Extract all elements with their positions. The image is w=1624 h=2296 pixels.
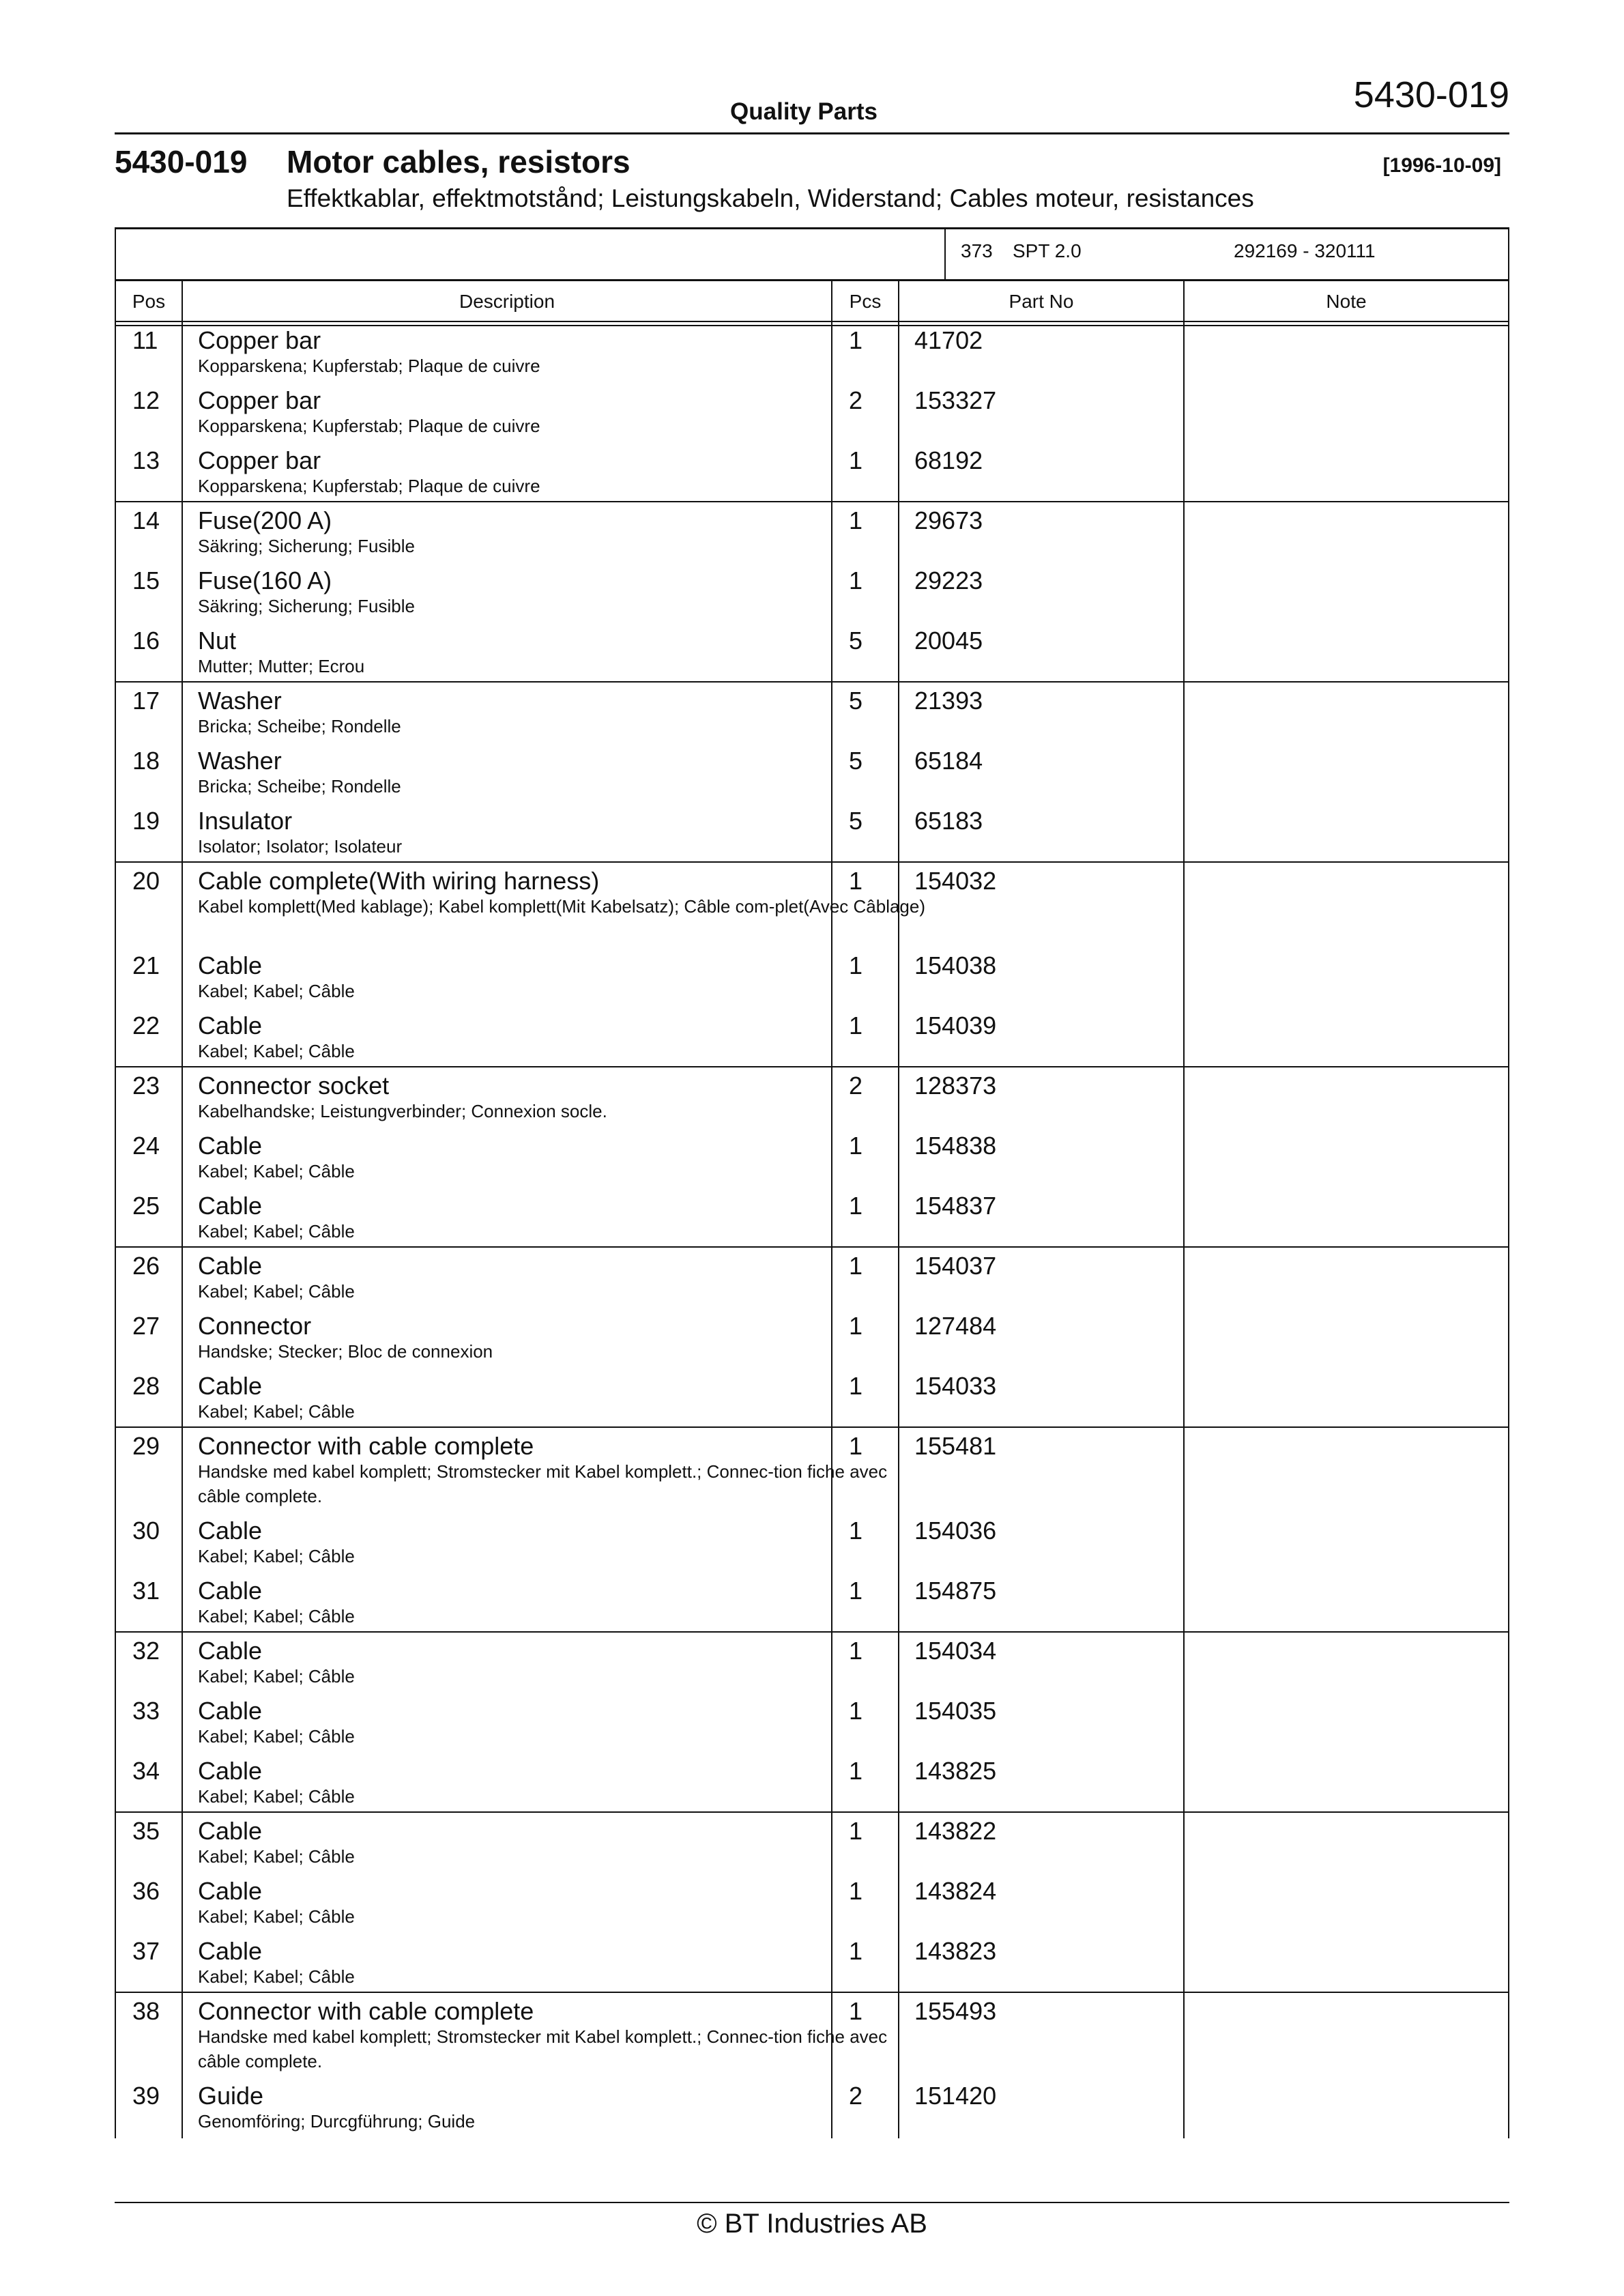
row-description: Copper bar [198, 326, 321, 354]
row-description: Cable [198, 1132, 263, 1160]
header-rule [115, 132, 1509, 134]
row-part-no: 65184 [914, 747, 983, 775]
row-pos: 17 [132, 687, 160, 715]
row-part-no: 154837 [914, 1192, 997, 1220]
column-header-part-no: Part No [1009, 291, 1074, 312]
row-translation: Kabel; Kabel; Câble [198, 1786, 355, 1807]
group-separator [115, 1631, 1509, 1633]
table-rule [944, 227, 946, 281]
row-part-no: 154037 [914, 1252, 997, 1280]
row-part-no: 154034 [914, 1637, 997, 1665]
row-description: Connector socket [198, 1072, 390, 1100]
row-description: Copper bar [198, 386, 321, 414]
row-pcs: 1 [849, 1372, 863, 1400]
row-translation: Kabel; Kabel; Câble [198, 1966, 355, 1987]
row-description: Connector with cable complete [198, 1432, 534, 1460]
row-translation: Bricka; Scheibe; Rondelle [198, 716, 401, 736]
row-translation: Handske med kabel komplett; Stromstecker mit Kabel komplett.; Connec-tion fiche avec câble complete. [198, 1461, 888, 1506]
row-pcs: 2 [849, 1072, 863, 1100]
row-pcs: 1 [849, 1132, 863, 1160]
row-part-no: 154838 [914, 1132, 997, 1160]
column-header-pcs: Pcs [849, 291, 882, 312]
group-separator [115, 1246, 1509, 1248]
info-spt: SPT 2.0 [1013, 240, 1082, 261]
row-pcs: 1 [849, 1192, 863, 1220]
info-model: 373 [961, 240, 993, 261]
group-separator [115, 861, 1509, 863]
row-part-no: 155493 [914, 1997, 997, 2025]
row-part-no: 143825 [914, 1757, 997, 1785]
group-separator [115, 501, 1509, 502]
row-description: Cable [198, 1372, 263, 1400]
row-description: Cable [198, 1937, 263, 1965]
row-description: Fuse(200 A) [198, 506, 332, 534]
row-translation: Mutter; Mutter; Ecrou [198, 656, 365, 676]
section-title: Motor cables, resistors [287, 144, 630, 180]
row-translation: Kabel; Kabel; Câble [198, 1726, 355, 1747]
row-pcs: 1 [849, 326, 863, 354]
group-separator [115, 1426, 1509, 1428]
row-pos: 39 [132, 2082, 160, 2110]
page-header-center: Quality Parts [730, 98, 878, 125]
row-pos: 25 [132, 1192, 160, 1220]
row-translation: Kabel; Kabel; Câble [198, 1281, 355, 1302]
row-part-no: 155481 [914, 1432, 997, 1460]
row-pos: 11 [132, 326, 158, 354]
section-subtitle: Effektkablar, effektmotstånd; Leistungskabeln, Widerstand; Cables moteur, resistances [287, 184, 1254, 212]
row-pos: 31 [132, 1577, 160, 1605]
row-pos: 20 [132, 867, 160, 895]
row-pos: 28 [132, 1372, 160, 1400]
row-pcs: 5 [849, 687, 863, 715]
row-translation: Isolator; Isolator; Isolateur [198, 836, 403, 857]
row-translation: Bricka; Scheibe; Rondelle [198, 776, 401, 797]
row-translation: Handske; Stecker; Bloc de connexion [198, 1341, 493, 1362]
row-pos: 26 [132, 1252, 160, 1280]
row-pos: 13 [132, 446, 160, 474]
row-translation: Kabel komplett(Med kablage); Kabel komplett(Mit Kabelsatz); Câble com-plet(Avec Câblage) [198, 896, 926, 917]
row-description: Washer [198, 687, 282, 715]
group-separator [115, 1811, 1509, 1813]
row-pcs: 1 [849, 1577, 863, 1605]
row-description: Cable [198, 1637, 263, 1665]
row-translation: Genomföring; Durcgführung; Guide [198, 2111, 476, 2132]
row-description: Cable [198, 1697, 263, 1725]
row-description: Washer [198, 747, 282, 775]
row-translation: Kabel; Kabel; Câble [198, 1606, 355, 1626]
row-translation: Kopparskena; Kupferstab; Plaque de cuivre [198, 356, 540, 376]
row-pcs: 1 [849, 1252, 863, 1280]
footer-copyright: © BT Industries AB [697, 2209, 927, 2239]
row-description: Cable [198, 951, 263, 979]
row-pos: 30 [132, 1517, 160, 1545]
section-code: 5430-019 [115, 144, 248, 180]
row-part-no: 29223 [914, 566, 983, 594]
row-pcs: 1 [849, 1817, 863, 1845]
row-pcs: 2 [849, 2082, 863, 2110]
row-pos: 35 [132, 1817, 160, 1845]
row-pcs: 1 [849, 1877, 863, 1905]
row-part-no: 154038 [914, 951, 997, 979]
row-pcs: 1 [849, 506, 863, 534]
row-part-no: 128373 [914, 1072, 997, 1100]
row-description: Connector with cable complete [198, 1997, 534, 2025]
row-part-no: 21393 [914, 687, 983, 715]
row-translation: Handske med kabel komplett; Stromstecker mit Kabel komplett.; Connec-tion fiche avec câble complete. [198, 2026, 888, 2071]
row-translation: Kabel; Kabel; Câble [198, 1161, 355, 1181]
footer-rule [115, 2202, 1509, 2203]
row-description: Insulator [198, 807, 293, 835]
row-pcs: 1 [849, 1757, 863, 1785]
row-translation: Kabel; Kabel; Câble [198, 981, 355, 1001]
row-pos: 14 [132, 506, 160, 534]
table-rule [115, 321, 1509, 322]
row-pos: 18 [132, 747, 160, 775]
table-rule [182, 279, 183, 2138]
row-part-no: 143824 [914, 1877, 997, 1905]
row-translation: Kabel; Kabel; Câble [198, 1221, 355, 1242]
table-rule [115, 227, 1509, 229]
row-pos: 15 [132, 566, 160, 594]
row-pcs: 1 [849, 1432, 863, 1460]
column-header-description: Description [459, 291, 555, 312]
row-pos: 32 [132, 1637, 160, 1665]
row-pos: 38 [132, 1997, 160, 2025]
row-translation: Kabel; Kabel; Câble [198, 1401, 355, 1422]
row-translation: Kabel; Kabel; Câble [198, 1906, 355, 1927]
row-description: Cable [198, 1877, 263, 1905]
row-pcs: 1 [849, 1697, 863, 1725]
row-description: Cable [198, 1011, 263, 1039]
row-part-no: 143822 [914, 1817, 997, 1845]
row-part-no: 153327 [914, 386, 997, 414]
row-description: Cable [198, 1517, 263, 1545]
row-pcs: 1 [849, 1011, 863, 1039]
row-translation: Säkring; Sicherung; Fusible [198, 536, 415, 556]
group-separator [115, 1992, 1509, 1993]
row-translation: Kabel; Kabel; Câble [198, 1846, 355, 1867]
row-pcs: 5 [849, 807, 863, 835]
info-serial-range: 292169 - 320111 [1234, 240, 1376, 261]
row-description: Nut [198, 627, 237, 655]
row-translation: Kabel; Kabel; Câble [198, 1666, 355, 1687]
table-rule [115, 279, 1509, 281]
row-part-no: 154039 [914, 1011, 997, 1039]
row-pos: 29 [132, 1432, 160, 1460]
row-pos: 36 [132, 1877, 160, 1905]
row-pcs: 1 [849, 951, 863, 979]
row-description: Cable complete(With wiring harness) [198, 867, 600, 895]
row-pcs: 1 [849, 446, 863, 474]
row-description: Guide [198, 2082, 264, 2110]
row-part-no: 20045 [914, 627, 983, 655]
row-pos: 34 [132, 1757, 160, 1785]
row-part-no: 127484 [914, 1312, 997, 1340]
row-description: Cable [198, 1817, 263, 1845]
row-pos: 22 [132, 1011, 160, 1039]
row-part-no: 154036 [914, 1517, 997, 1545]
row-pcs: 1 [849, 1637, 863, 1665]
row-pcs: 1 [849, 1997, 863, 2025]
row-part-no: 151420 [914, 2082, 997, 2110]
row-pcs: 1 [849, 1937, 863, 1965]
row-description: Cable [198, 1192, 263, 1220]
row-pcs: 5 [849, 747, 863, 775]
row-translation: Säkring; Sicherung; Fusible [198, 596, 415, 616]
row-pos: 37 [132, 1937, 160, 1965]
row-pos: 33 [132, 1697, 160, 1725]
row-description: Cable [198, 1252, 263, 1280]
row-part-no: 154875 [914, 1577, 997, 1605]
row-pos: 21 [132, 951, 160, 979]
row-part-no: 68192 [914, 446, 983, 474]
row-pos: 27 [132, 1312, 160, 1340]
row-pos: 12 [132, 386, 160, 414]
row-translation: Kabel; Kabel; Câble [198, 1041, 355, 1061]
row-part-no: 65183 [914, 807, 983, 835]
row-part-no: 29673 [914, 506, 983, 534]
group-separator [115, 681, 1509, 683]
table-rule [115, 227, 116, 2138]
table-rule [1508, 227, 1509, 2138]
row-pcs: 1 [849, 1312, 863, 1340]
row-part-no: 154032 [914, 867, 997, 895]
row-description: Copper bar [198, 446, 321, 474]
row-translation: Kabel; Kabel; Câble [198, 1546, 355, 1566]
row-pos: 23 [132, 1072, 160, 1100]
column-header-pos: Pos [132, 291, 166, 312]
section-date: [1996-10-09] [1382, 154, 1501, 177]
row-pcs: 1 [849, 566, 863, 594]
row-description: Cable [198, 1757, 263, 1785]
row-part-no: 143823 [914, 1937, 997, 1965]
row-pos: 24 [132, 1132, 160, 1160]
row-translation: Kabelhandske; Leistungverbinder; Connexion socle. [198, 1101, 607, 1121]
row-description: Fuse(160 A) [198, 566, 332, 594]
row-part-no: 154033 [914, 1372, 997, 1400]
row-translation: Kopparskena; Kupferstab; Plaque de cuivre [198, 416, 540, 436]
group-separator [115, 1066, 1509, 1067]
row-pos: 16 [132, 627, 160, 655]
table-rule [1183, 279, 1185, 2138]
row-description: Cable [198, 1577, 263, 1605]
table-rule [115, 325, 1509, 326]
column-header-note: Note [1326, 291, 1367, 312]
row-part-no: 154035 [914, 1697, 997, 1725]
doc-number: 5430-019 [1353, 74, 1509, 115]
row-pcs: 5 [849, 627, 863, 655]
row-description: Connector [198, 1312, 312, 1340]
row-pcs: 1 [849, 867, 863, 895]
row-part-no: 41702 [914, 326, 983, 354]
row-pos: 19 [132, 807, 160, 835]
row-translation: Kopparskena; Kupferstab; Plaque de cuivre [198, 476, 540, 496]
row-pcs: 2 [849, 386, 863, 414]
row-pcs: 1 [849, 1517, 863, 1545]
